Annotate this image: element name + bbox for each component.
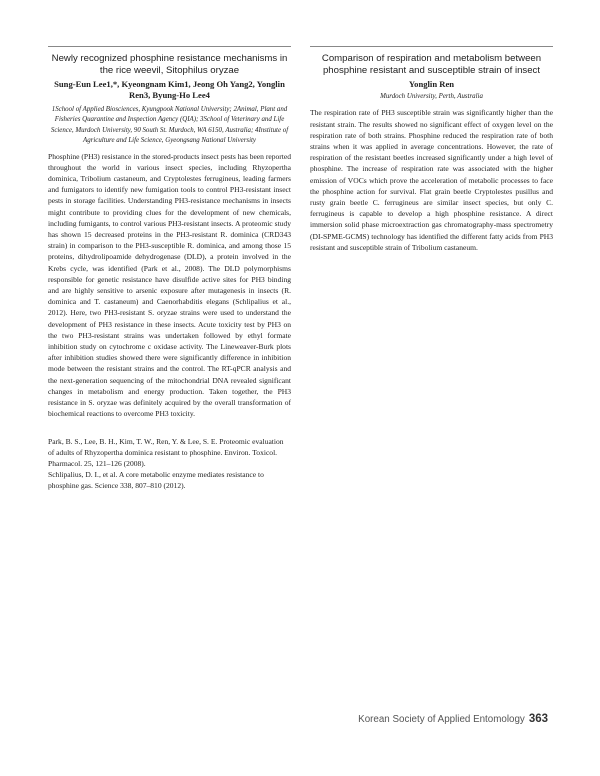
left-article (48, 46, 291, 492)
author-list: Yonglin Ren (408, 79, 455, 89)
reference-list (48, 436, 291, 492)
abstract-body: Phosphine (PH3) resistance in the stored-products insect pests has been reported throughout the world in various insect species, including Rhyzopertha dominica, Tribolium castaneum, and Cryptolestes ferrugineus, leading farmers and fumigators to identify new fumigation tools to control PH3-resistant insect pests in storage facilities. Understanding PH3-resistance mechanisms in insects might contribute to providing clues for the development of new chemicals, including fumigants, to control various PH3-resistant insects. A proteomic study has shown 15 decreased proteins in the PH3-resistant R. dominica (CRD343 strain) in comparison to the PH3-susceptible R. dominica, and among those 15 proteins, dihydrolipoamide dehydrogenase (DLD), a protein involved in the Krebs cycle, was identified (Park et al., 2008). The DLD polymorphisms responsible for genetic resistance have disulfide active sites for PH3 binding and are highly sensitive to arsenic exposure after mutagenesis in insects (R. dominica and T. castaneum) and Caenorhabditis elegans (Schlipalius et al., 2012). Here, two PH3-resistant S. oryzae strains were used to understand the development of PH3 resistance in these insects. Acute toxicity test by PH3 on the two PH3-resistant strains was undertaken followed by ethyl formate inhibition study on cytochrome c oxidase activity. The Lineweaver-Burk plots after inhibition studies showed there were significantly difference in inhibition mode between the resistant strains and the control. The RT-qPCR analysis and the next-generation sequencing of the mitochondrial DNA revealed significant changes in metabolism and energy production. Taken together, the PH3 resistance in S. oryzae was definitely acquired by the overall transformation of biochemical reactions to overcome PH3 toxicity. (48, 151, 291, 419)
affiliations: 1School of Applied Biosciences, Kyungpook National University; 2Animal, Plant and Fisheries Quarantine and Inspection Agency (QIA); 3School of Veterinary and Life Science, Murdoch University, 90 South St. Murdoch, WA 6150, Australia; 4Institute of Agriculture and Life Science, Gyeongsang National University (50, 106, 289, 145)
page-footer (358, 713, 548, 725)
reference-item: Park, B. S., Lee, B. H., Kim, T. W., Ren, Y. & Lee, S. E. Proteomic evaluation of adults of Rhyzopertha dominica resistant to phosphine. Environ. Toxicol. Pharmacol. 25, 121–126 (2008). (48, 436, 284, 468)
top-rule (48, 46, 291, 47)
right-article (310, 46, 553, 253)
affiliations: Murdoch University, Perth, Australia (380, 93, 483, 100)
top-rule (310, 46, 553, 47)
author-list: Sung-Eun Lee1,*, Kyeongnam Kim1, Jeong Oh Yang2, Yonglin Ren3, Byung-Ho Lee4 (54, 79, 285, 100)
abstract-body: The respiration rate of PH3 susceptible strain was significantly higher than the resistant strain. The results showed no significant effect of oxygen level on the respiration rate of both strains. Phosphine reduced the respiration rate of both strains when it was applied in average concentrations. However, the rate of respiration of the resistant beetles increased significantly under a high level of phosphine. The increase of respiration rate was associated with the higher emission of VOCs which prove the acceleration of metabolic processes to face the phosphine action for survival. Flat grain beetle Cryptolestes pusillus and rusty grain beetle C. ferrugineus are similar insect species, but only C. ferrugineus is capable to develop a high phosphine resistance. A direct immersion solid phase microextraction gas chromatography-mass spectrometry (DI-SPME-GCMS) technology has identified the different fatty acids from PH3 resistant and susceptible strain of Tribolium castaneum. (310, 108, 553, 252)
article-title: Comparison of respiration and metabolism between phosphine resistant and susceptible strain of insect (321, 53, 542, 76)
page-number: 363 (528, 713, 548, 725)
journal-name: Korean Society of Applied Entomology (358, 714, 525, 725)
article-title: Newly recognized phosphine resistance mechanisms in the rice weevil, Sitophilus oryzae (51, 53, 288, 76)
reference-item: Schlipalius, D. I., et al. A core metabolic enzyme mediates resistance to phosphine gas. Science 338, 807–810 (2012). (48, 470, 264, 491)
